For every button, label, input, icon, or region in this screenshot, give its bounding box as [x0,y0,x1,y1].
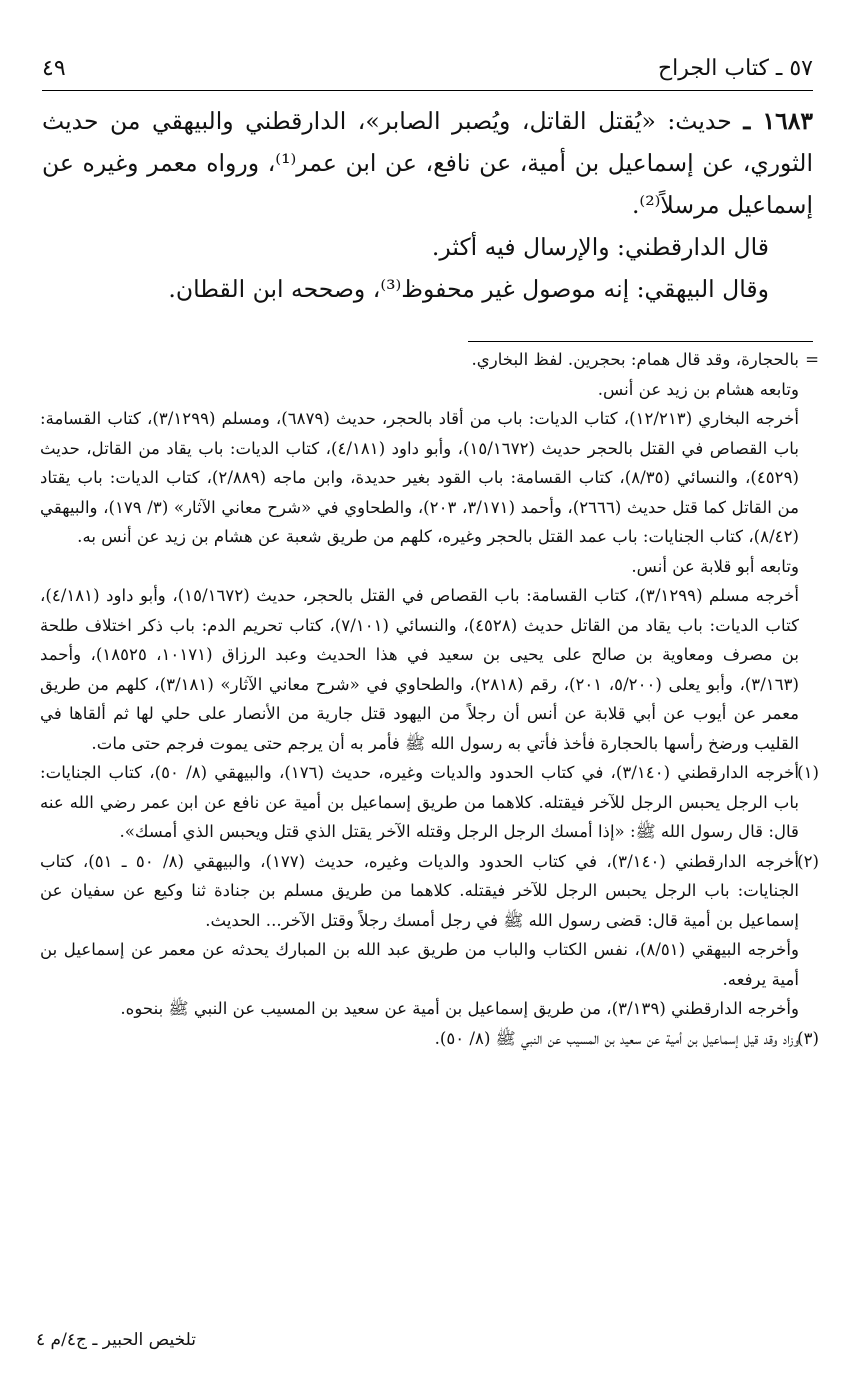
bayhaqi-remark: وقال البيهقي: إنه موصول غير محفوظ⁽³⁾، وصححه ابن القطان. [168,275,769,303]
running-head: ٥٧ ـ كتاب الجراح [657,56,813,81]
footnote-paragraph: أخرجه مسلم (٣/١٢٩٩)، كتاب القسامة: باب القصاص في القتل بالحجر، حديث (١٥/١٦٧٢)، وأبو داود (٤/١٨١)، كتاب الديات: باب يقاد من القاتل حديث (٤٥٢٨)، والنسائي (٧/١٠١)، كتاب تحريم الدم: باب ذكر اختلاف طلحة بن مصرف ومعاوية بن صالح على يحيى بن سعيد في هذا الحديث وعبد الرزاق (١٠١٧١، ١٨٥٢٥)، وأحمد (٣/١٦٣)، وأبو يعلى (٥/٢٠٠، ٢٠١)، رقم (٢٨١٨)، والطحاوي في «شرح معاني الآثار» (٣/١٨١)، كلهم من طريق معمر عن أيوب عن أبي قلابة عن أنس أن رجلاً من اليهود قتل جارية من الأنصار على حلي لها ثم ألقاها في القليب ورضخ رأسها بالحجارة فأخذ فأتي به رسول الله ﷺ فأمر به أن يرجم حتى يموت فرجم حتى مات. [40,586,800,753]
footnote-paragraph: أخرجه البخاري (١٢/٢١٣)، كتاب الديات: باب من أقاد بالحجر، حديث (٦٨٧٩)، ومسلم (٣/١٢٩٩)، كتاب القسامة: باب القصاص في القتل بالحجر حديث (١٥/١٦٧٢)، وأبو داود (٤/١٨١)، كتاب الديات: باب يقاد من القاتل، حديث (٤٥٢٩)، والنسائي (٨/٣٥)، كتاب القسامة: باب القود بغير حديدة، وابن ماجه (٢/٨٨٩)، كتاب الديات: باب يقتاد من القاتل كما قتل حديث (٢٦٦٦)، وأحمد (٣/١٧١، ٢٠٣)، والطحاوي في «شرح معاني الآثار» (٣/ ١٧٩)، والبيهقي (٨/٤٢)، كتاب الجنايات: باب عمد القتل بالحجر وغيره، كلهم من طريق شعبة عن هشام بن زيد عن أنس به. [40,409,799,546]
footnote-2: (٢) أخرجه الدارقطني (٣/١٤٠)، في كتاب الحدود والديات وغيره، حديث (١٧٧)، والبيهقي (٨/ ٥٠ ـ ٥١)، كتاب الجنايات: باب الرجل يحبس الرجل للآخر فيقتله. كلاهما من طريق مسلم بن جنادة ثنا وكيع عن سفيان عن إسماعيل بن أمية قال: قضى رسول الله ﷺ في رجل أمسك رجلاً وقتل الآخر... الحديث. [40,847,819,936]
hadith-text: حديث: «يُقتل القاتل، ويُصبر الصابر»، الدارقطني والبيهقي من حديث الثوري، عن إسماعيل بن أمية، عن نافع، عن ابن عمر⁽¹⁾، ورواه معمر وغيره عن إسماعيل مرسلاً⁽²⁾. [42,107,813,219]
footnote-paragraph: وأخرجه البيهقي (٨/٥١)، نفس الكتاب والباب من طريق عبد الله بن المبارك يحدثه عن معمر عن إسماعيل بن أمية يرفعه. [40,940,799,989]
footnotes [40,345,819,1053]
hadith-number: ١٦٨٣ ـ [743,107,813,135]
footnote-1: (١) أخرجه الدارقطني (٣/١٤٠)، في كتاب الحدود والديات وغيره، حديث (١٧٦)، والبيهقي (٨/ ٥٠)، كتاب الجنايات: باب الرجل يحبس الرجل للآخر فيقتله. كلاهما من طريق إسماعيل بن أمية عن نافع عن ابن عمر رضي الله عنه قال: قال رسول الله ﷺ: «إذا أمسك الرجل الرجل وقتله الآخر يقتل الذي قتل ويحبس الذي أمسك». [40,758,819,847]
daraqutni-remark: قال الدارقطني: والإرسال فيه أكثر. [431,233,769,261]
footnote-mark: (١) [797,763,819,782]
main-text [42,100,813,310]
footnote-mark: (٣) [797,1028,819,1048]
footnote-paragraph: وأخرجه الدارقطني (٣/١٣٩)، من طريق إسماعيل بن أمية عن سعيد بن المسيب عن النبي ﷺ بنحوه. [120,999,799,1018]
footnote-paragraph: وتابعه أبو قلابة عن أنس. [631,556,799,576]
page-number: ٤٩ [42,56,66,81]
hadith-paragraph [42,100,813,226]
continuation-mark: = [805,350,819,369]
signature-mark: تلخيص الحبير ـ ج٤/م ٤ [36,1330,196,1350]
page-header [42,50,813,91]
footnote-mark: (٢) [797,851,819,871]
footnote-3: (٣) وزاد وقد قيل إسماعيل بن أمية عن سعيد بن المسيب عن النبي ﷺ (٨/ ٥٠). [40,1024,819,1054]
footnote-continuation: = بالحجارة، وقد قال همام: بحجرين. لفظ البخاري. [40,345,819,375]
footnote-separator [468,341,813,342]
footnote-paragraph: وتابعه هشام بن زيد عن أنس. [597,379,799,399]
